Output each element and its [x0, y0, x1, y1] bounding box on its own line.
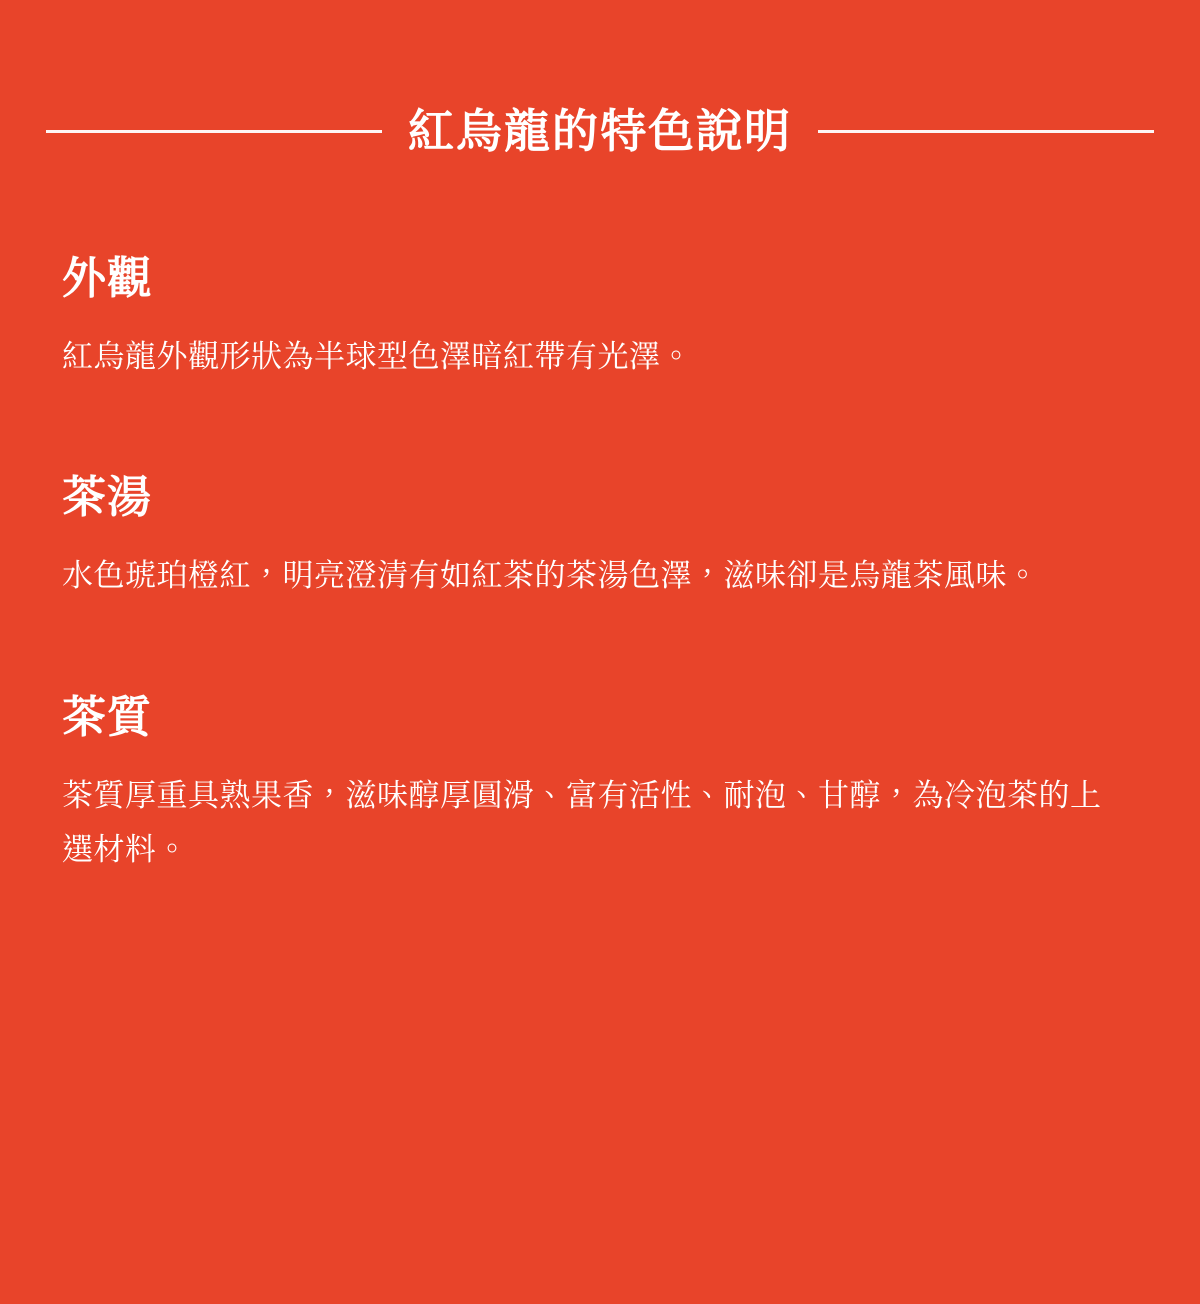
section-tea-soup-heading: 茶湯	[62, 473, 152, 523]
section-tea-quality-body: 茶質厚重具熟果香，滋味醇厚圓滑、富有活性、耐泡、甘醇，為冷泡茶的上選材料。	[62, 777, 1102, 867]
section-appearance-body: 紅烏龍外觀形狀為半球型色澤暗紅帶有光澤。	[62, 339, 692, 375]
header-rule-left	[46, 130, 382, 133]
section-appearance	[62, 251, 1138, 384]
sections-container	[0, 251, 1200, 877]
page-title: 紅烏龍的特色說明	[408, 105, 792, 157]
section-appearance-heading: 外觀	[62, 254, 152, 304]
section-tea-soup-body: 水色琥珀橙紅，明亮澄清有如紅茶的茶湯色澤，滋味卻是烏龍茶風味。	[62, 558, 1039, 594]
page-header	[0, 104, 1200, 159]
info-card	[0, 104, 1200, 1304]
section-tea-quality-heading: 茶質	[62, 692, 152, 742]
header-rule-right	[818, 130, 1154, 133]
section-tea-quality	[62, 690, 1138, 878]
section-tea-soup	[62, 470, 1138, 603]
